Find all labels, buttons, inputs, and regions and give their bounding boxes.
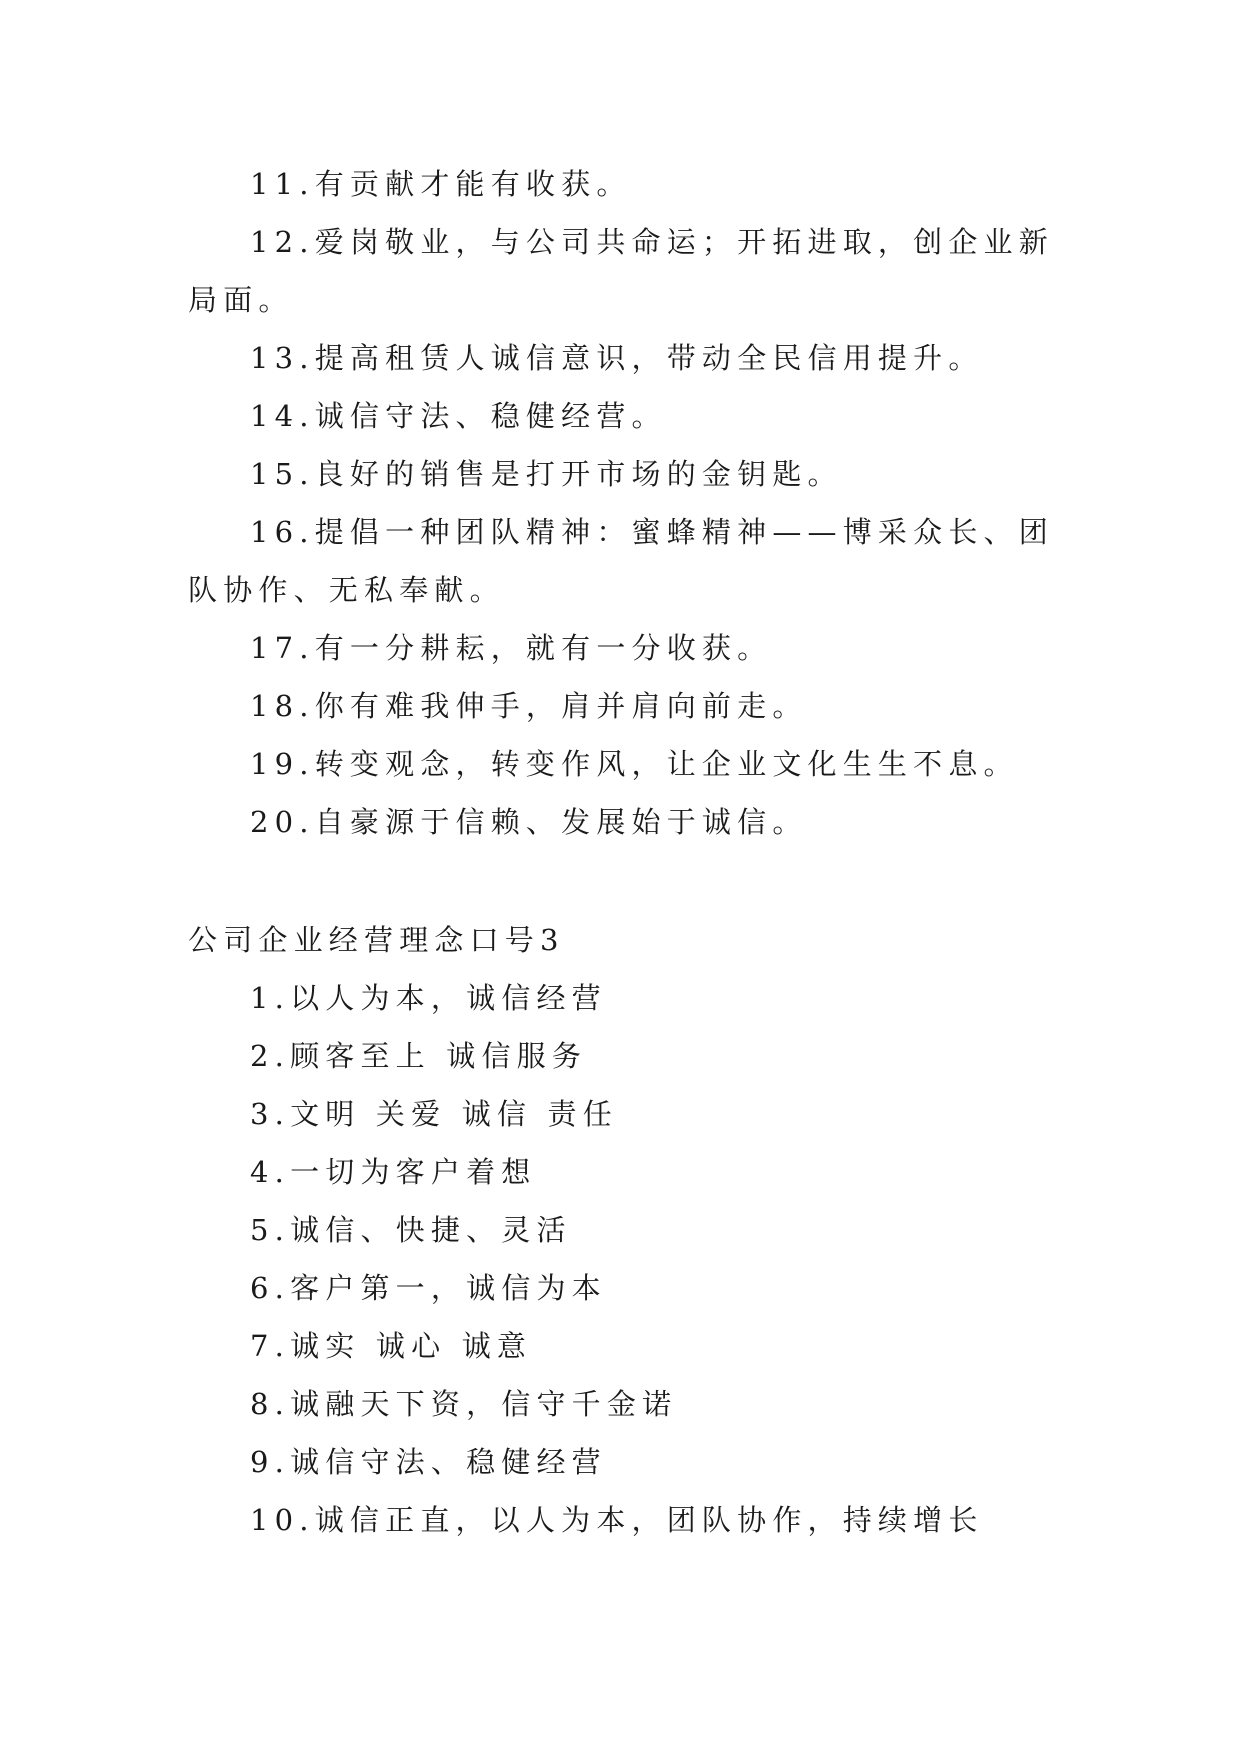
list-item: 12.爱岗敬业，与公司共命运；开拓进取，创企业新局面。 — [188, 225, 1054, 317]
section-heading-wrap — [188, 911, 1058, 969]
list-item: 6.客户第一，诚信为本 — [250, 1271, 607, 1305]
list-item: 19.转变观念，转变作风，让企业文化生生不息。 — [250, 747, 1019, 781]
list-item: 11.有贡献才能有收获。 — [250, 167, 632, 201]
list-item: 17.有一分耕耘，就有一分收获。 — [250, 631, 773, 665]
list-item: 7.诚实 诚心 诚意 — [250, 1329, 533, 1363]
list-item: 14.诚信守法、稳健经营。 — [250, 399, 667, 433]
list-item: 9.诚信守法、稳健经营 — [250, 1445, 607, 1479]
list-item: 8.诚融天下资，信守千金诺 — [250, 1387, 678, 1421]
list-item: 2.顾客至上 诚信服务 — [250, 1039, 588, 1073]
list-item: 5.诚信、快捷、灵活 — [250, 1213, 572, 1247]
list-item: 16.提倡一种团队精神：蜜蜂精神——博采众长、团队协作、无私奉献。 — [188, 515, 1054, 607]
section-title: 公司企业经营理念口号3 — [188, 923, 565, 957]
list-item: 15.良好的销售是打开市场的金钥匙。 — [250, 457, 843, 491]
slogan-list — [188, 969, 1058, 1549]
list-item: 18.你有难我伸手，肩并肩向前走。 — [250, 689, 808, 723]
list-item: 1.以人为本，诚信经营 — [250, 981, 607, 1015]
list-item: 4.一切为客户着想 — [250, 1155, 537, 1189]
list-item: 3.文明 关爱 诚信 责任 — [250, 1097, 618, 1131]
slogan-list-continued — [188, 155, 1058, 851]
list-item: 13.提高租赁人诚信意识，带动全民信用提升。 — [250, 341, 984, 375]
list-item: 10.诚信正直，以人为本，团队协作，持续增长 — [250, 1503, 984, 1537]
list-item: 20.自豪源于信赖、发展始于诚信。 — [250, 805, 808, 839]
